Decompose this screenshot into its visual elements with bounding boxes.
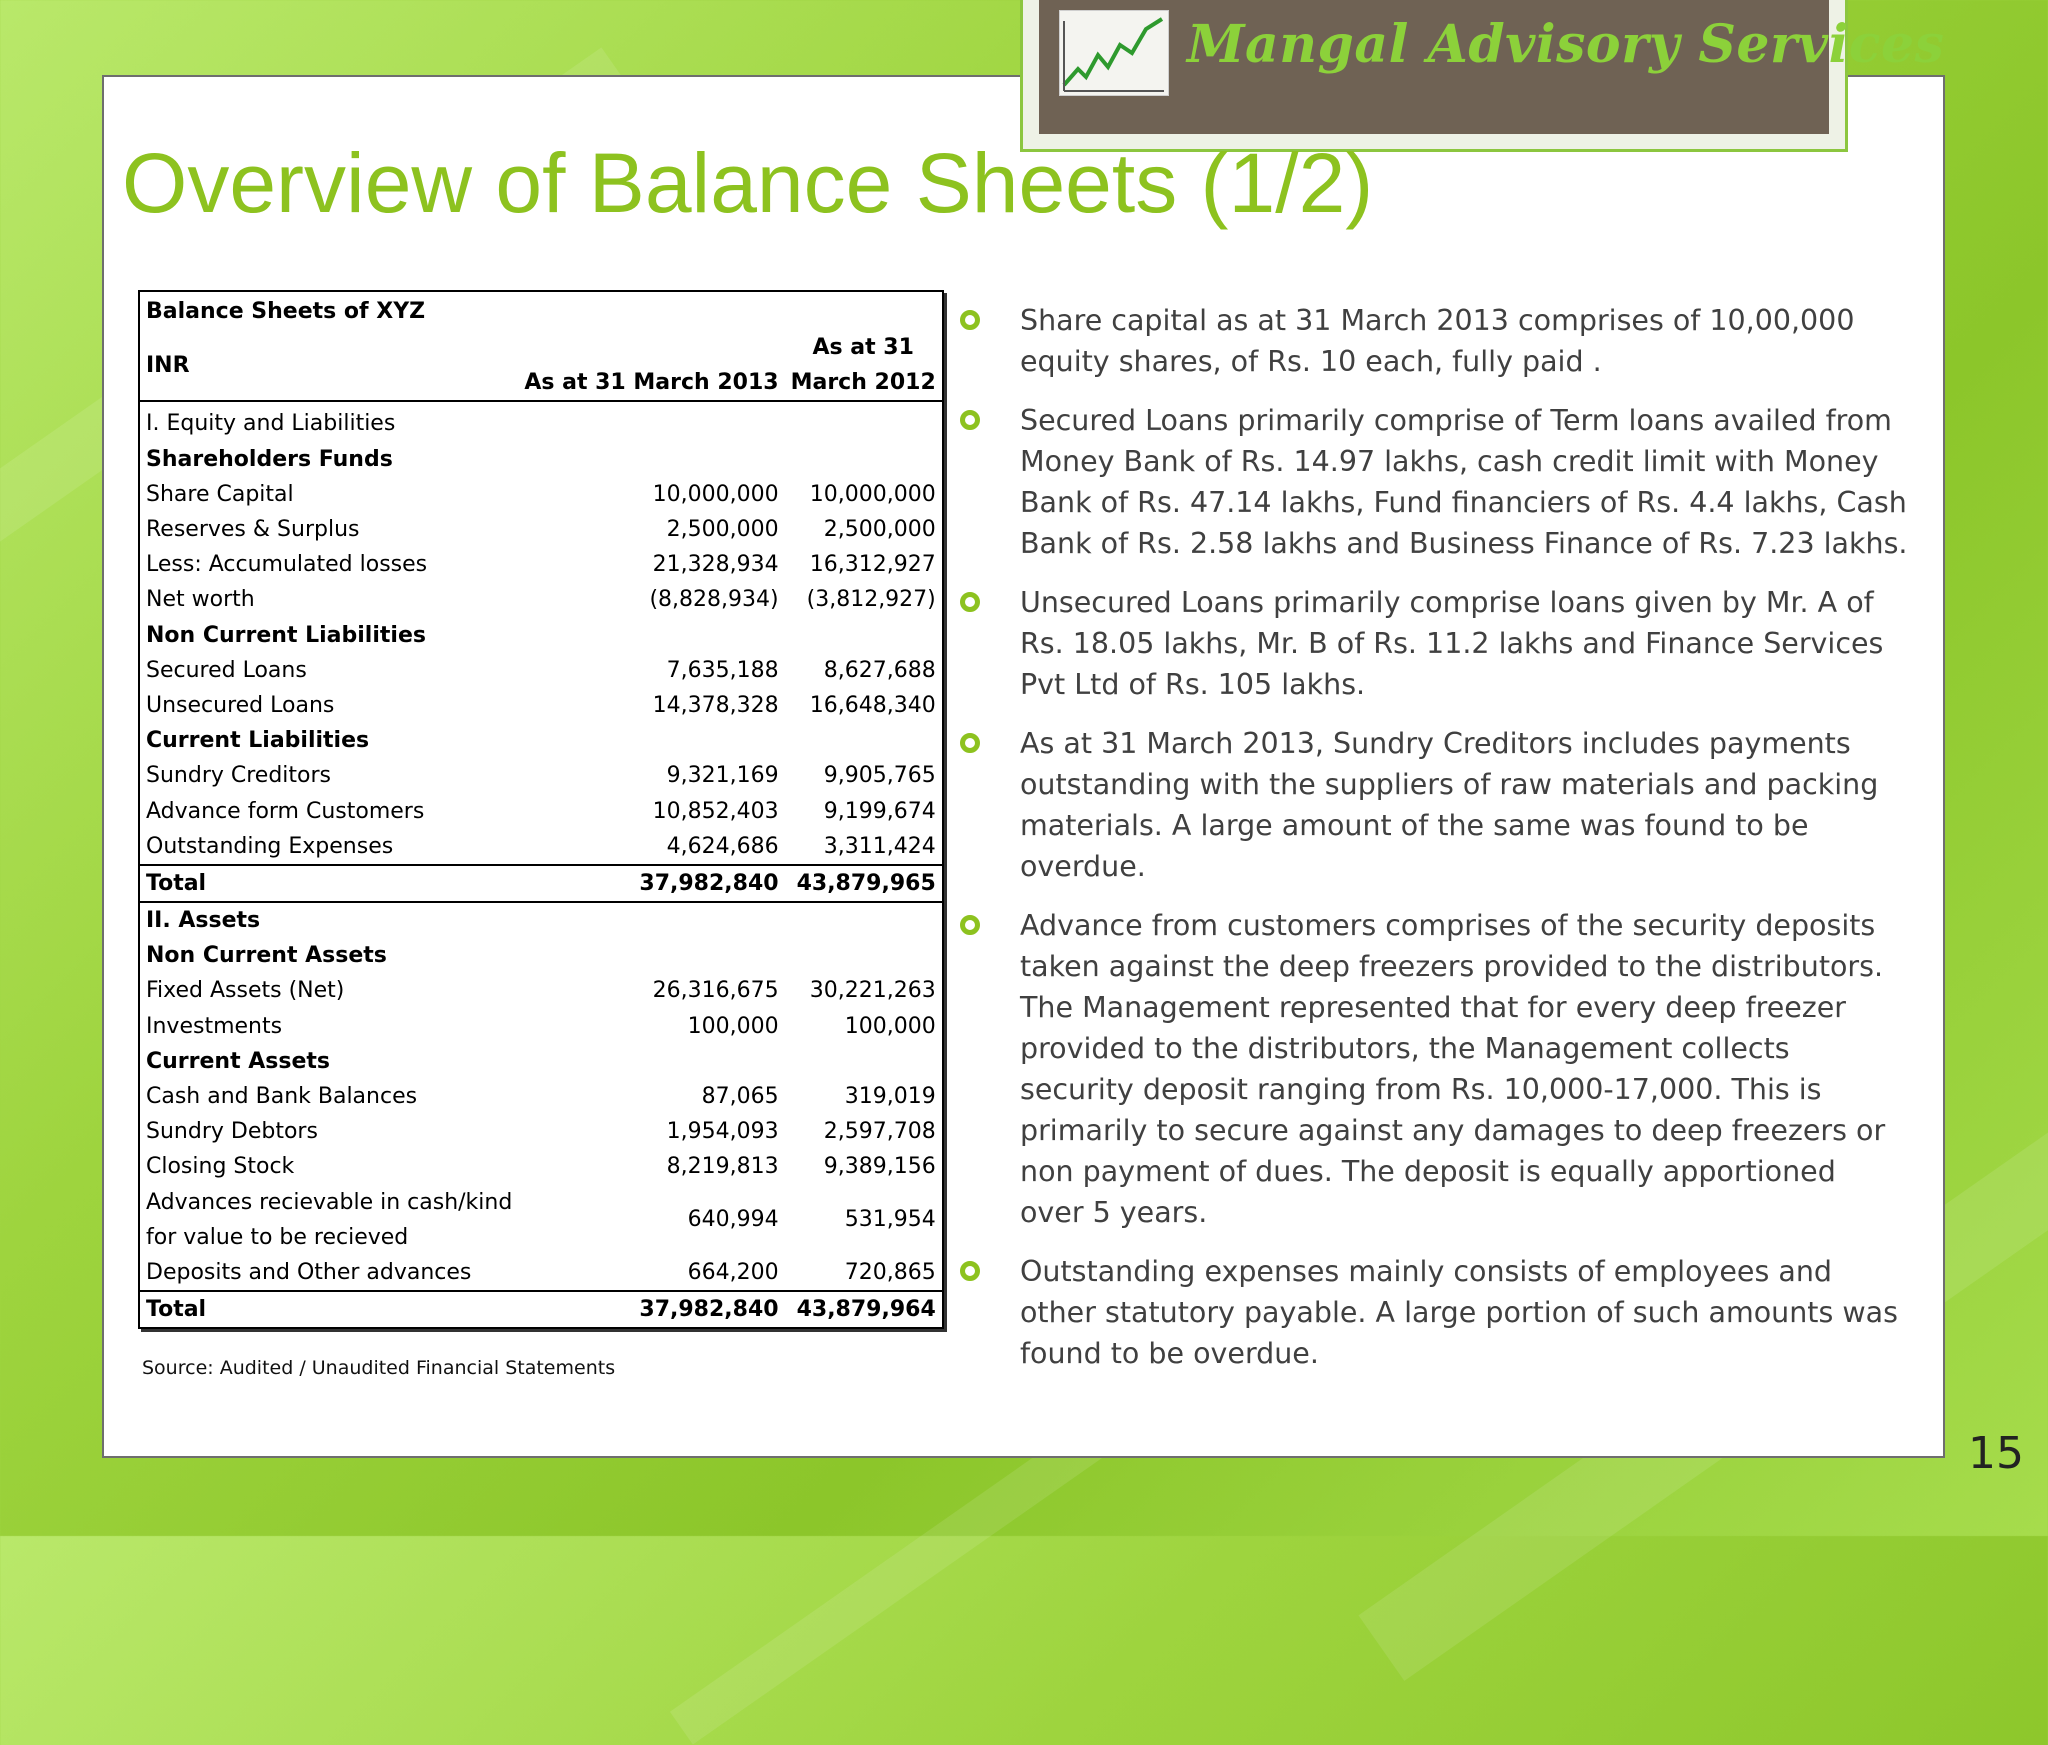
- table-row: [139, 723, 943, 758]
- row-label-text: Current Assets: [146, 1048, 331, 1074]
- col2-header-line2: March 2012: [785, 365, 943, 401]
- value-2012: [785, 723, 943, 758]
- table-row: [139, 653, 943, 688]
- value-2012: 9,389,156: [785, 1149, 943, 1184]
- table-row: [139, 512, 943, 547]
- value-2012: 2,500,000: [785, 512, 943, 547]
- value-2013: 10,000,000: [652, 481, 779, 507]
- bullet-text: Outstanding expenses mainly consists of employees and other statutory payable. A large portion of such amounts was found to be overdue.: [1020, 1255, 1898, 1370]
- bullet-item: [958, 400, 1908, 564]
- row-label: [139, 688, 518, 723]
- value-2012: 16,648,340: [785, 688, 943, 723]
- row-label-text: Closing Stock: [146, 1154, 295, 1180]
- value-2013: 100,000: [687, 1013, 779, 1039]
- value-2012: 531,954: [785, 1185, 943, 1255]
- value-2012: 9,905,765: [785, 758, 943, 793]
- value-2013: 26,316,675: [652, 978, 779, 1004]
- row-label-text: Total: [146, 870, 207, 896]
- row-label-text: I. Equity and Liabilities: [146, 411, 396, 437]
- value-2012: 10,000,000: [785, 477, 943, 512]
- currency-label: INR: [139, 330, 518, 401]
- table-row: [139, 688, 943, 723]
- row-label-text-line2: for value to be recieved: [146, 1224, 409, 1250]
- row-label: [139, 582, 518, 617]
- table-total-row: [139, 1291, 943, 1328]
- row-label-text: Cash and Bank Balances: [146, 1084, 418, 1110]
- table-title: Balance Sheets of XYZ: [139, 291, 943, 330]
- bullet-item: [958, 723, 1908, 887]
- value-2012: [785, 401, 943, 441]
- bullet-text: Share capital as at 31 March 2013 comprises of 10,00,000 equity shares, of Rs. 10 each, fully paid .: [1020, 304, 1855, 378]
- row-label-text: Secured Loans: [146, 657, 307, 683]
- bullet-text: As at 31 March 2013, Sundry Creditors includes payments outstanding with the suppliers of raw materials and packing materials. A large amount of the same was found to be overdue.: [1020, 727, 1879, 883]
- value-2013: 21,328,934: [652, 552, 779, 578]
- row-label-text: Shareholders Funds: [146, 446, 393, 472]
- row-label: [139, 618, 518, 653]
- row-label-text: Less: Accumulated losses: [146, 552, 428, 578]
- bullet-text: Secured Loans primarily comprise of Term loans availed from Money Bank of Rs. 14.97 lakhs, cash credit limit with Money Bank of Rs. 47.14 lakhs, Fund financiers of Rs. 4.4 lakhs, Cash Bank of Rs. 2.58 lakhs and Business Finance of Rs. 7.23 lakhs.: [1020, 404, 1908, 560]
- value-2013: 1,954,093: [666, 1119, 779, 1145]
- row-label: [139, 1149, 518, 1184]
- chart-logo-icon: [1059, 10, 1169, 96]
- row-label: [139, 547, 518, 582]
- row-label-text: Non Current Assets: [146, 943, 387, 969]
- bullet-item: [958, 300, 1908, 382]
- row-label-text: Sundry Creditors: [146, 763, 332, 789]
- row-label-text: Fixed Assets (Net): [146, 978, 345, 1004]
- value-2013: 8,219,813: [666, 1154, 779, 1180]
- value-2012: 2,597,708: [785, 1114, 943, 1149]
- bullet-item: [958, 1251, 1908, 1374]
- value-2012: [785, 1044, 943, 1079]
- value-2012: 8,627,688: [785, 653, 943, 688]
- table-row: [139, 1255, 943, 1291]
- col2-header-line1: As at 31: [785, 330, 943, 365]
- value-2012: 43,879,965: [785, 865, 943, 902]
- bullet-ring-icon: [960, 310, 980, 330]
- value-2013: 14,378,328: [652, 692, 779, 718]
- value-2012: 43,879,964: [785, 1291, 943, 1328]
- row-label-text: Unsecured Loans: [146, 692, 335, 718]
- table-row: [139, 477, 943, 512]
- value-2012: [785, 618, 943, 653]
- row-label-text: Net worth: [146, 587, 255, 613]
- bullet-ring-icon: [960, 410, 980, 430]
- row-label: [139, 1079, 518, 1114]
- row-label-text: Total: [146, 1296, 207, 1322]
- value-2012: [785, 442, 943, 477]
- value-2013: 640,994: [687, 1207, 779, 1232]
- row-label: [139, 477, 518, 512]
- row-label-text: Reserves & Surplus: [146, 517, 360, 543]
- row-label: [139, 1044, 518, 1079]
- value-2013: 2,500,000: [666, 517, 779, 543]
- value-2012: (3,812,927): [785, 582, 943, 617]
- value-2013: [518, 938, 784, 973]
- bullet-text: Unsecured Loans primarily comprise loans given by Mr. A of Rs. 18.05 lakhs, Mr. B of Rs. 11.2 lakhs and Finance Services Pvt Ltd of Rs. 105 lakhs.: [1020, 586, 1884, 701]
- bullet-ring-icon: [960, 592, 980, 612]
- table-row: [139, 401, 943, 441]
- value-2012: 9,199,674: [785, 793, 943, 828]
- row-label: [139, 1291, 518, 1328]
- table-total-row: [139, 865, 943, 902]
- page-number: 15: [1968, 1428, 2024, 1479]
- row-label: [139, 902, 518, 938]
- row-label: [139, 793, 518, 828]
- table-row: [139, 1079, 943, 1114]
- bullet-ring-icon: [960, 1261, 980, 1281]
- logo-text: Mangal Advisory Services: [1187, 14, 1945, 75]
- row-label: [139, 938, 518, 973]
- value-2012: 720,865: [785, 1255, 943, 1291]
- row-label: [139, 512, 518, 547]
- table-row: [139, 758, 943, 793]
- value-2013: 87,065: [701, 1084, 779, 1110]
- table-row: [139, 1009, 943, 1044]
- value-2013: 664,200: [687, 1259, 779, 1285]
- value-2013: [518, 902, 784, 938]
- row-label: [139, 829, 518, 865]
- value-2013: [518, 401, 784, 441]
- row-label-text: Advances recievable in cash/kind: [146, 1189, 513, 1215]
- table-row: [139, 442, 943, 477]
- table-row: [139, 1185, 943, 1255]
- table-row: [139, 938, 943, 973]
- bullet-ring-icon: [960, 915, 980, 935]
- table-row: [139, 973, 943, 1008]
- value-2013: 4,624,686: [666, 833, 779, 859]
- row-label: [139, 758, 518, 793]
- table-row: [139, 1114, 943, 1149]
- row-label-text: II. Assets: [146, 908, 261, 934]
- value-2013: 37,982,840: [518, 865, 784, 902]
- value-2012: 100,000: [785, 1009, 943, 1044]
- table-row: [139, 618, 943, 653]
- value-2013: [518, 442, 784, 477]
- value-2013: [518, 618, 784, 653]
- table-row: [139, 1044, 943, 1079]
- bullet-item: [958, 582, 1908, 705]
- value-2013: (8,828,934): [649, 587, 779, 613]
- table-row: [139, 547, 943, 582]
- logo-box: [1020, 0, 1945, 152]
- table-row: [139, 582, 943, 617]
- row-label: [139, 653, 518, 688]
- value-2012: 30,221,263: [785, 973, 943, 1008]
- row-label: [139, 442, 518, 477]
- row-label: [139, 1009, 518, 1044]
- row-label-text: Non Current Liabilities: [146, 622, 426, 648]
- row-label-text: Share Capital: [146, 481, 294, 507]
- value-2013: [518, 1044, 784, 1079]
- value-2013: [518, 723, 784, 758]
- page-title: Overview of Balance Sheets (1/2): [122, 136, 1374, 230]
- value-2012: 16,312,927: [785, 547, 943, 582]
- balance-sheet-table: [138, 290, 944, 1329]
- bullet-list: [958, 300, 1908, 1392]
- row-label-text: Outstanding Expenses: [146, 833, 394, 859]
- row-label: [139, 1255, 518, 1291]
- row-label-text: Current Liabilities: [146, 728, 370, 754]
- bullet-text: Advance from customers comprises of the security deposits taken against the deep freezers provided to the distributors. The Management represented that for every deep freezer provided to the distributors, the Management collects security deposit ranging from Rs. 10,000-17,000. This is primarily to secure against any damages to deep freezers or non payment of dues. The deposit is equally apportioned over 5 years.: [1020, 909, 1886, 1229]
- header-spacer: [518, 330, 784, 365]
- table-row: [139, 1149, 943, 1184]
- bullet-ring-icon: [960, 733, 980, 753]
- row-label: [139, 723, 518, 758]
- row-label-text: Advance form Customers: [146, 798, 425, 824]
- value-2013: 10,852,403: [652, 798, 779, 824]
- col1-header: As at 31 March 2013: [518, 365, 784, 401]
- value-2013: 7,635,188: [666, 657, 779, 683]
- row-label: [139, 1185, 518, 1255]
- value-2013: 9,321,169: [666, 763, 779, 789]
- table-row: [139, 902, 943, 938]
- logo-background: [1039, 0, 1945, 134]
- value-2012: [785, 938, 943, 973]
- value-2012: 3,311,424: [785, 829, 943, 865]
- bullet-item: [958, 905, 1908, 1233]
- row-label: [139, 401, 518, 441]
- row-label-text: Investments: [146, 1013, 283, 1039]
- table-row: [139, 829, 943, 865]
- source-note: Source: Audited / Unaudited Financial Statements: [142, 1357, 616, 1379]
- row-label: [139, 1114, 518, 1149]
- table-row: [139, 793, 943, 828]
- row-label-text: Sundry Debtors: [146, 1119, 318, 1145]
- row-label: [139, 973, 518, 1008]
- row-label-text: Deposits and Other advances: [146, 1259, 472, 1285]
- value-2013: 37,982,840: [518, 1291, 784, 1328]
- table-title-row: [139, 291, 943, 330]
- row-label: [139, 865, 518, 902]
- value-2012: 319,019: [785, 1079, 943, 1114]
- table-header-row: [139, 330, 943, 365]
- value-2012: [785, 902, 943, 938]
